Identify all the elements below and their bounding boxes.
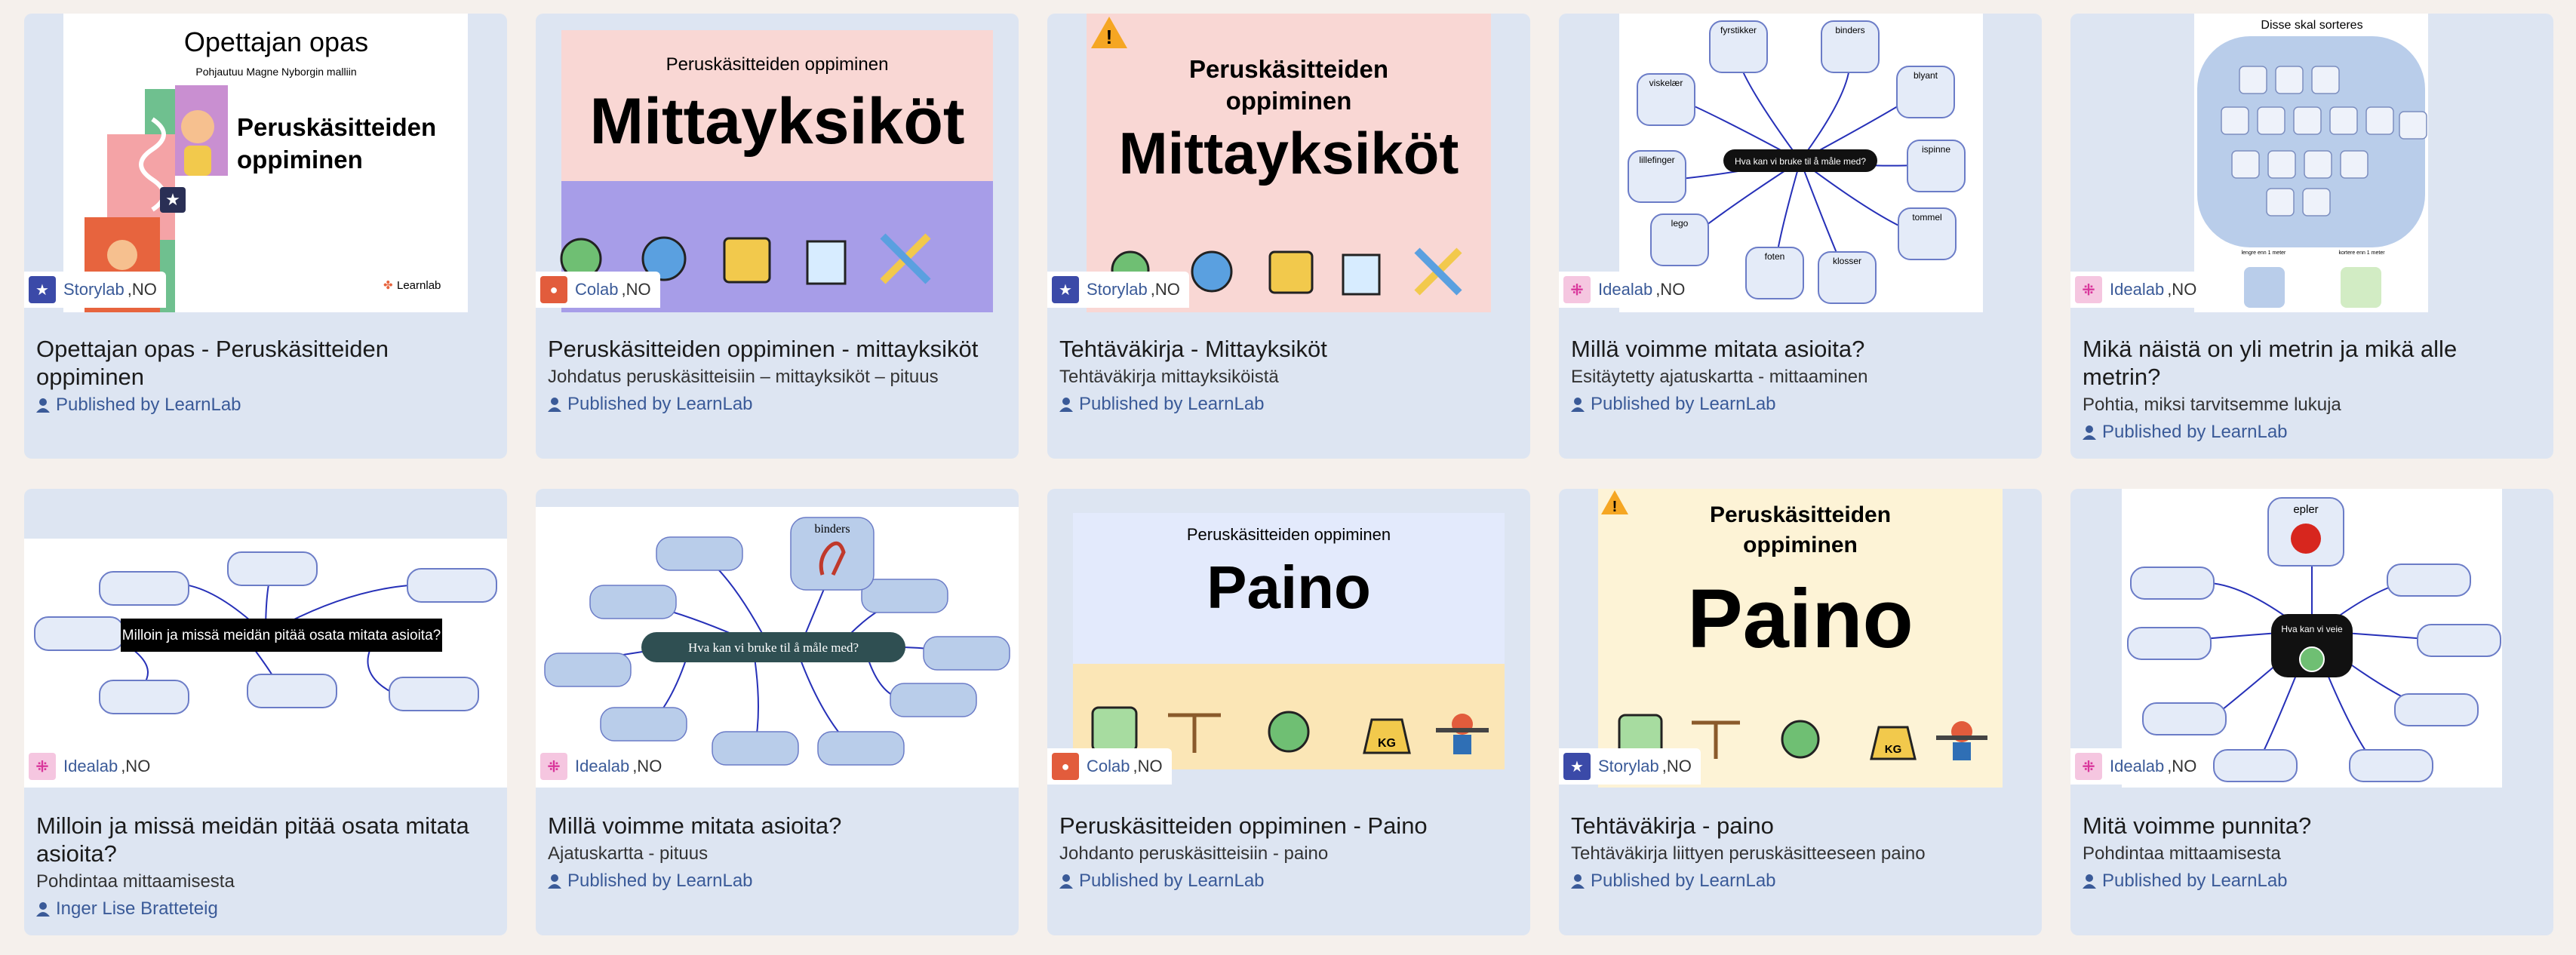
idealab-icon: ⁜ (2075, 753, 2102, 780)
publisher-name: Published by LearnLab (567, 394, 753, 414)
card-thumbnail (536, 14, 1019, 312)
card-title[interactable]: Millä voimme mitata asioita? (548, 812, 842, 839)
svg-text:Hva kan vi bruke til å måle me: Hva kan vi bruke til å måle med? (1734, 156, 1867, 167)
svg-text:Opettajan opas: Opettajan opas (183, 26, 369, 57)
svg-text:Peruskäsitteiden: Peruskäsitteiden (1188, 55, 1389, 83)
svg-text:Hva kan vi bruke til å måle me: Hva kan vi bruke til å måle med? (687, 640, 859, 655)
idealab-icon: ⁜ (2075, 276, 2102, 303)
provider-badge (1047, 748, 1172, 785)
person-icon (548, 874, 561, 889)
svg-text:Mittayksiköt: Mittayksiköt (1118, 120, 1459, 186)
publisher-name: Published by LearnLab (1591, 871, 1776, 891)
publisher-name: Published by LearnLab (1591, 394, 1776, 414)
provider-name: Colab (1087, 757, 1130, 775)
card-title[interactable]: Mitä voimme punnita? (2083, 812, 2312, 839)
svg-text:Milloin ja missä meidän pitää: Milloin ja missä meidän pitää osata mitata asioita? (121, 628, 441, 643)
card-tehtavakirja-paino[interactable] (1559, 489, 2042, 935)
svg-text:oppiminen: oppiminen (237, 146, 363, 173)
card-title[interactable]: Millä voimme mitata asioita? (1571, 336, 1865, 362)
svg-text:Paino: Paino (1207, 554, 1371, 621)
svg-text:fyrstikker: fyrstikker (1720, 25, 1757, 35)
person-icon (36, 398, 50, 413)
card-opettajan-opas[interactable] (24, 14, 507, 459)
svg-text:oppiminen: oppiminen (1743, 533, 1858, 557)
svg-text:oppiminen: oppiminen (1225, 87, 1352, 115)
card-info (1059, 335, 1515, 417)
card-subtitle: Pohtia, miksi tarvitsemme lukuja (2083, 395, 2341, 415)
card-subtitle: Ajatuskartta - pituus (548, 843, 709, 864)
card-milloin-ja-missa[interactable] (24, 489, 507, 935)
language-code: ,NO (2167, 280, 2197, 299)
card-info (1571, 335, 2027, 417)
provider-name: Storylab (1598, 757, 1659, 775)
provider-badge (2070, 748, 2206, 785)
card-thumbnail (1559, 489, 2042, 788)
provider-name: Idealab (2110, 757, 2165, 775)
card-thumbnail (1047, 14, 1530, 312)
publisher[interactable] (548, 868, 1004, 894)
card-subtitle: Tehtäväkirja liittyen peruskäsitteeseen paino (1571, 843, 1926, 864)
card-yli-metrin[interactable] (2070, 14, 2553, 459)
svg-text:klosser: klosser (1832, 256, 1862, 266)
card-mittayksikot[interactable] (536, 14, 1019, 459)
card-subtitle: Johdanto peruskäsitteisiin - paino (1059, 843, 1329, 864)
provider-badge (1559, 272, 1694, 308)
person-icon (1059, 874, 1073, 889)
card-thumbnail (536, 507, 1019, 788)
language-code: ,NO (621, 280, 651, 299)
svg-text:blyant: blyant (1913, 70, 1938, 81)
card-thumbnail (1047, 489, 1530, 788)
storylab-icon: ★ (1563, 753, 1591, 780)
card-title[interactable]: Tehtäväkirja - Mittayksiköt (1059, 336, 1327, 362)
card-title[interactable]: Peruskäsitteiden oppiminen - mittayksiköt (548, 336, 979, 362)
person-icon (2083, 425, 2096, 440)
provider-badge (1559, 748, 1701, 785)
provider-name: Storylab (63, 280, 124, 299)
provider-badge (536, 748, 671, 785)
svg-text:✤: ✤ (383, 279, 393, 292)
publisher[interactable] (548, 392, 1004, 417)
svg-text:Peruskäsitteiden: Peruskäsitteiden (237, 113, 437, 141)
publisher[interactable] (1059, 868, 1515, 894)
colab-icon: ● (1052, 753, 1079, 780)
card-mita-voimme-punnita[interactable] (2070, 489, 2553, 935)
language-code: ,NO (2167, 757, 2197, 775)
publisher[interactable] (36, 392, 492, 418)
card-subtitle: Johdatus peruskäsitteisiin – mittayksiköt – pituus (548, 367, 939, 387)
card-thumbnail (1559, 14, 2042, 312)
card-info (548, 335, 1004, 417)
idealab-icon: ⁜ (29, 753, 56, 780)
storylab-icon: ★ (1052, 276, 1079, 303)
svg-text:Learnlab: Learnlab (397, 279, 441, 292)
svg-text:lillefinger: lillefinger (1639, 155, 1675, 165)
publisher[interactable] (1059, 392, 1515, 417)
language-code: ,NO (121, 757, 151, 775)
person-icon (36, 901, 50, 917)
card-thumbnail (24, 14, 507, 312)
svg-text:Peruskäsitteiden oppiminen: Peruskäsitteiden oppiminen (1186, 525, 1391, 544)
publisher-name: Published by LearnLab (1079, 394, 1265, 414)
card-subtitle: Pohdintaa mittaamisesta (2083, 843, 2281, 864)
card-info (548, 812, 1004, 894)
publisher[interactable] (1571, 392, 2027, 417)
language-code: ,NO (632, 757, 662, 775)
svg-text:binders: binders (814, 523, 850, 536)
publisher-name: Published by LearnLab (2102, 422, 2288, 442)
storylab-icon: ★ (29, 276, 56, 303)
publisher-name: Inger Lise Bratteteig (56, 898, 218, 919)
svg-text:Paino: Paino (1687, 573, 1914, 665)
publisher[interactable] (2083, 419, 2538, 445)
publisher-name: Published by LearnLab (2102, 871, 2288, 891)
publisher[interactable] (1571, 868, 2027, 894)
provider-badge (24, 272, 166, 308)
idealab-icon: ⁜ (540, 753, 567, 780)
svg-text:lengre enn 1 meter: lengre enn 1 meter (2241, 250, 2286, 256)
person-icon (1571, 397, 1585, 412)
publisher-name: Published by LearnLab (1079, 871, 1265, 891)
card-info (1059, 812, 1515, 894)
svg-text:binders: binders (1835, 25, 1865, 35)
provider-name: Storylab (1087, 280, 1148, 299)
person-icon (1059, 397, 1073, 412)
provider-badge (24, 748, 159, 785)
card-info (36, 812, 492, 922)
person-icon (1571, 874, 1585, 889)
svg-text:lego: lego (1671, 218, 1689, 229)
svg-text:KG: KG (1378, 737, 1396, 750)
card-title[interactable]: Tehtäväkirja - paino (1571, 812, 1774, 839)
language-code: ,NO (1655, 280, 1686, 299)
card-info (1571, 812, 2027, 894)
svg-text:!: ! (1105, 26, 1113, 48)
card-tehtavakirja-mittayksikot[interactable] (1047, 14, 1530, 459)
card-title[interactable]: Mikä näistä on yli metrin ja mikä alle metrin? (2083, 336, 2458, 390)
language-code: ,NO (1150, 280, 1180, 299)
svg-text:Peruskäsitteiden: Peruskäsitteiden (1709, 502, 1892, 527)
card-thumbnail (2070, 489, 2553, 788)
svg-text:tommel: tommel (1912, 212, 1942, 223)
card-subtitle: Tehtäväkirja mittayksiköistä (1059, 367, 1279, 387)
svg-text:kortere enn 1 meter: kortere enn 1 meter (2338, 250, 2385, 256)
svg-text:viskelær: viskelær (1649, 78, 1683, 88)
publisher-name: Published by LearnLab (567, 871, 753, 891)
card-milla-voimme-mitata-1[interactable] (1559, 14, 2042, 459)
card-info (2083, 812, 2538, 894)
provider-name: Idealab (1598, 280, 1653, 299)
language-code: ,NO (1661, 757, 1692, 775)
svg-text:foten: foten (1764, 251, 1785, 262)
svg-text:Peruskäsitteiden oppiminen: Peruskäsitteiden oppiminen (666, 54, 889, 75)
language-code: ,NO (1133, 757, 1163, 775)
card-milla-voimme-mitata-2[interactable] (536, 489, 1019, 935)
card-subtitle: Esitäytetty ajatuskartta - mittaaminen (1571, 367, 1868, 387)
svg-text:Hva kan vi veie: Hva kan vi veie (2281, 624, 2343, 634)
colab-icon: ● (540, 276, 567, 303)
card-peruskasitteet-paino[interactable] (1047, 489, 1530, 935)
provider-badge (2070, 272, 2206, 308)
card-subtitle: Pohdintaa mittaamisesta (36, 871, 235, 892)
svg-text:Pohjautuu Magne Nyborgin malli: Pohjautuu Magne Nyborgin malliin (195, 66, 357, 78)
provider-name: Idealab (63, 757, 118, 775)
svg-text:KG: KG (1884, 743, 1902, 756)
svg-text:!: ! (1612, 499, 1618, 515)
card-info (2083, 335, 2538, 445)
provider-name: Colab (575, 280, 619, 299)
card-thumbnail (2070, 14, 2553, 312)
idealab-icon: ⁜ (1563, 276, 1591, 303)
svg-text:Mittayksiköt: Mittayksiköt (589, 85, 965, 158)
language-code: ,NO (127, 280, 157, 299)
svg-text:★: ★ (165, 190, 180, 209)
publisher[interactable] (2083, 868, 2538, 894)
svg-text:ispinne: ispinne (1921, 144, 1951, 155)
person-icon (2083, 874, 2096, 889)
provider-badge (536, 272, 660, 308)
person-icon (548, 397, 561, 412)
card-title[interactable]: Opettajan opas - Peruskäsitteiden oppiminen (36, 336, 389, 390)
card-title[interactable]: Peruskäsitteiden oppiminen - Paino (1059, 812, 1428, 839)
svg-text:epler: epler (2293, 503, 2319, 516)
publisher[interactable] (36, 896, 492, 922)
card-title[interactable]: Milloin ja missä meidän pitää osata mitata asioita? (36, 812, 469, 867)
provider-badge (1047, 272, 1189, 308)
card-info (36, 335, 492, 418)
publisher-name: Published by LearnLab (56, 395, 241, 415)
provider-name: Idealab (575, 757, 630, 775)
svg-text:Disse skal sorteres: Disse skal sorteres (2261, 19, 2363, 32)
provider-name: Idealab (2110, 280, 2165, 299)
